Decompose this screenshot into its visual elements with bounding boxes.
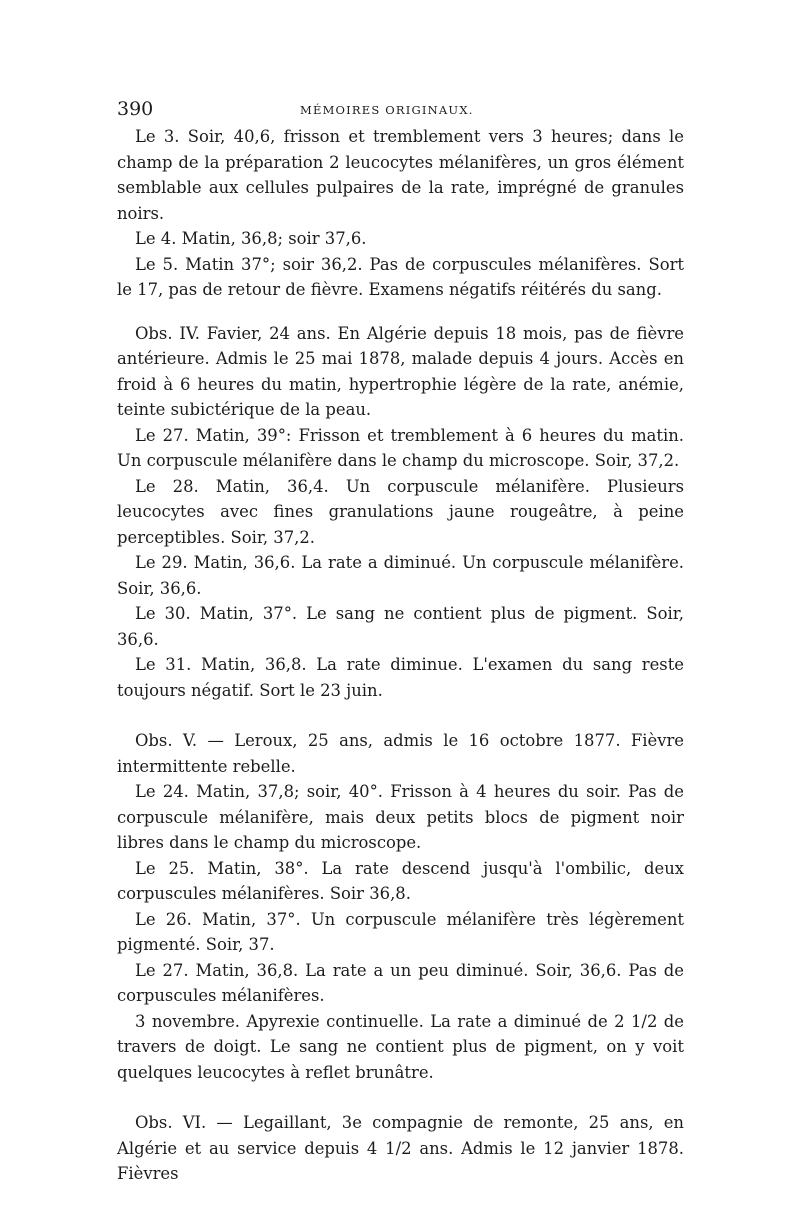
section-gap — [117, 303, 684, 321]
page-number: 390 — [117, 98, 154, 120]
paragraph-3-novembre: 3 novembre. Apyrexie continuelle. La rate a diminué de 2 1/2 de travers de doigt. Le sang ne contient plus de pigment, on y voit quelques leucocytes à reflet brunâtre. — [117, 1011, 684, 1082]
paragraph-le-4: Le 4. Matin, 36,8; soir 37,6. — [135, 229, 367, 248]
observation-iv-heading-paragraph: Obs. IV. Favier, 24 ans. En Algérie depuis 18 mois, pas de fièvre antérieure. Admis le 25 mai 1878, malade depuis 4 jours. Accès en froid à 6 heures du matin, hypertrophie légère de la rate, anémie, teinte subictérique de la peau. — [117, 323, 684, 419]
paragraph-le-27-obs-v: Le 27. Matin, 36,8. La rate a un peu diminué. Soir, 36,6. Pas de corpuscules mélanifères. — [117, 960, 684, 1005]
section-gap — [117, 703, 684, 728]
section-gap — [117, 1085, 684, 1110]
document-page — [117, 96, 684, 1187]
paragraph-le-27-obs-iv: Le 27. Matin, 39°: Frisson et tremblement à 6 heures du matin. Un corpuscule mélanifère dans le champ du microscope. Soir, 37,2. — [117, 425, 684, 470]
paragraph-le-30-obs-iv: Le 30. Matin, 37°. Le sang ne contient plus de pigment. Soir, 36,6. — [117, 604, 684, 649]
paragraph-le-29-obs-iv: Le 29. Matin, 36,6. La rate a diminué. Un corpuscule mélanifère. Soir, 36,6. — [117, 553, 684, 598]
observation-vi-heading-paragraph: Obs. VI. — Legaillant, 3e compagnie de remonte, 25 ans, en Algérie et au service depuis 4 1/2 ans. Admis le 12 janvier 1878. Fièvres — [117, 1113, 684, 1183]
paragraph-le-28-obs-iv: Le 28. Matin, 36,4. Un corpuscule mélanifère. Plusieurs leucocytes avec fines granulations jaune rougeâtre, à peine perceptibles. Soir, 37,2. — [117, 476, 684, 547]
paragraph-le-26-obs-v: Le 26. Matin, 37°. Un corpuscule mélanifère très légèrement pigmenté. Soir, 37. — [117, 909, 684, 954]
paragraph-le-31-obs-iv: Le 31. Matin, 36,8. La rate diminue. L'examen du sang reste toujours négatif. Sort le 23 juin. — [117, 655, 684, 700]
paragraph-le-5: Le 5. Matin 37°; soir 36,2. Pas de corpuscules mélanifères. Sort le 17, pas de retour de fièvre. Examens négatifs réitérés du sang. — [117, 254, 684, 299]
page-header — [117, 96, 684, 124]
paragraph-le-25-obs-v: Le 25. Matin, 38°. La rate descend jusqu'à l'ombilic, deux corpuscules mélanifères. Soir 36,8. — [117, 858, 684, 903]
paragraph-le-3: Le 3. Soir, 40,6, frisson et tremblement vers 3 heures; dans le champ de la préparation 2 leucocytes mélanifères, un gros élément semblable aux cellules pulpaires de la rate, imprégné de granules noirs. — [117, 127, 684, 223]
running-head: MÉMOIRES ORIGINAUX. — [300, 103, 474, 117]
observation-v-heading-paragraph: Obs. V. — Leroux, 25 ans, admis le 16 octobre 1877. Fièvre intermittente rebelle. — [117, 731, 684, 776]
paragraph-le-24-obs-v: Le 24. Matin, 37,8; soir, 40°. Frisson à 4 heures du soir. Pas de corpuscule mélanifère, mais deux petits blocs de pigment noir libres dans le champ du microscope. — [117, 782, 684, 852]
